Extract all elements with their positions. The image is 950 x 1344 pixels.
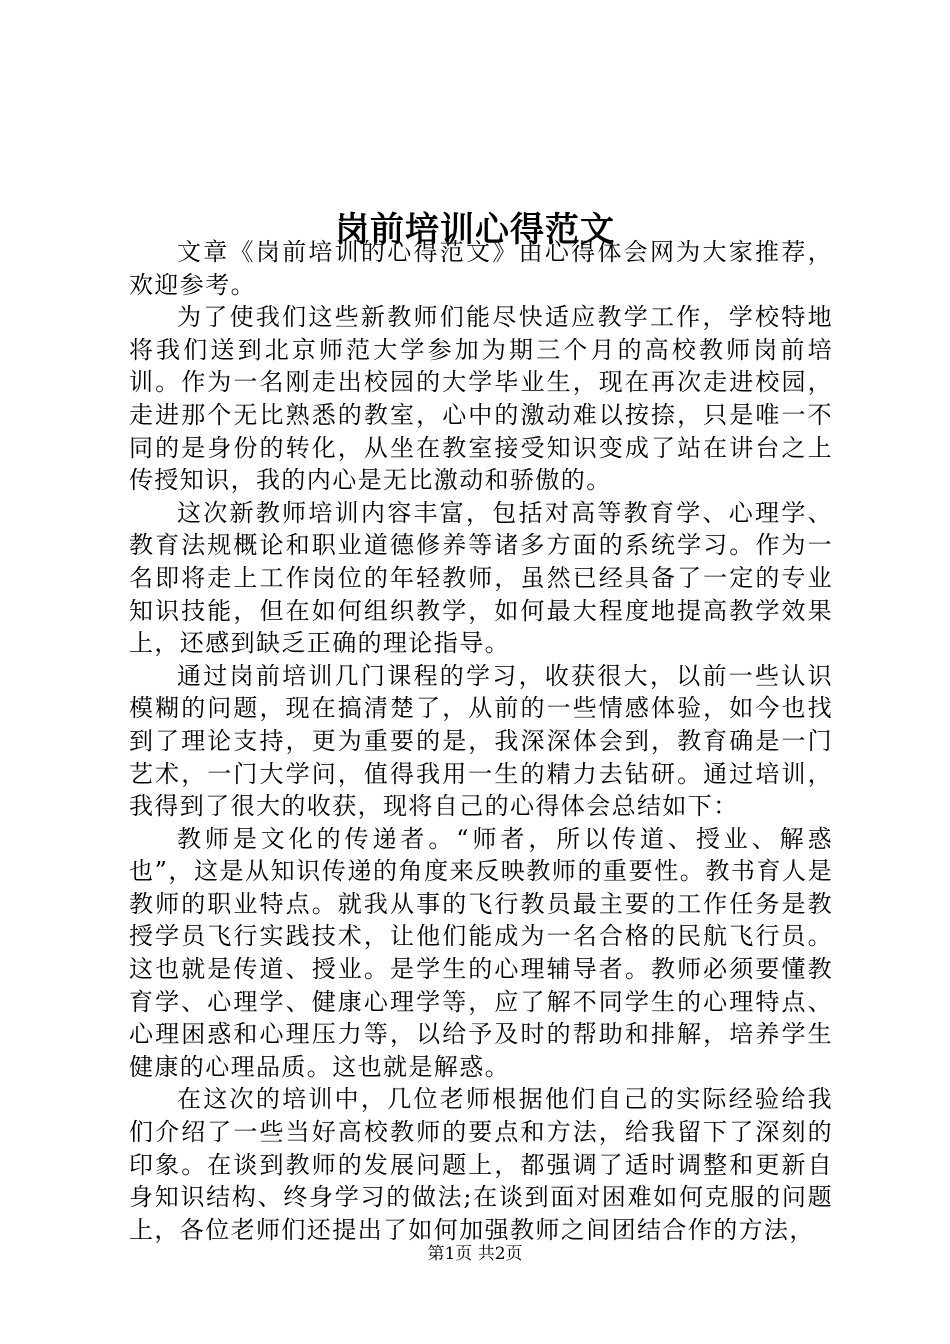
paragraph: 这次新教师培训内容丰富，包括对高等教育学、心理学、教育法规概论和职业道德修养等诸多方面的系统学习。作为一名即将走上工作岗位的年轻教师，虽然已经具备了一定的专业知识技能，但在如何组织教学，如何最大程度地提高教学效果上，还感到缺乏正确的理论指导。 (129, 498, 833, 658)
document-title: 岗前培训心得范文 (335, 209, 615, 250)
paragraph: 在这次的培训中，几位老师根据他们自己的实际经验给我们介绍了一些当好高校教师的要点和方法，给我留下了深刻的印象。在谈到教师的发展问题上，都强调了适时调整和更新自身知识结构、终身学习的做法;在谈到面对困难如何克服的问题上，各位老师们还提出了如何加强教师之间团结合作的方法， (129, 1085, 833, 1244)
paragraph: 教师是文化的传递者。“师者，所以传道、授业、解惑也”，这是从知识传递的角度来反映教师的重要性。教书育人是教师的职业特点。就我从事的飞行教员最主要的工作任务是教授学员飞行实践技术，让他们能成为一名合格的民航飞行员。这也就是传道、授业。是学生的心理辅导者。教师必须要懂教育学、心理学、健康心理学等，应了解不同学生的心理特点、心理困惑和心理压力等，以给予及时的帮助和排解，培养学生健康的心理品质。这也就是解惑。 (129, 824, 833, 1081)
document-body (129, 236, 833, 1246)
paragraph: 通过岗前培训几门课程的学习，收获很大，以前一些认识模糊的问题，现在搞清楚了，从前的一些情感体验，如今也找到了理论支持，更为重要的是，我深深体会到，教育确是一门艺术，一门大学问，值得我用一生的精力去钻研。通过培训，我得到了很大的收获，现将自己的心得体会总结如下： (129, 661, 833, 821)
paragraph: 为了使我们这些新教师们能尽快适应教学工作，学校特地将我们送到北京师范大学参加为期三个月的高校教师岗前培训。作为一名刚走出校园的大学毕业生，现在再次走进校园，走进那个无比熟悉的教室，心中的激动难以按捺，只是唯一不同的是身份的转化，从坐在教室接受知识变成了站在讲台之上传授知识，我的内心是无比激动和骄傲的。 (129, 303, 833, 495)
paragraph-intro: 文章《岗前培训的心得范文》由心得体会网为大家推荐，欢迎参考。 (129, 238, 833, 299)
page-number-footer: 第1页 共2页 (427, 1244, 523, 1264)
